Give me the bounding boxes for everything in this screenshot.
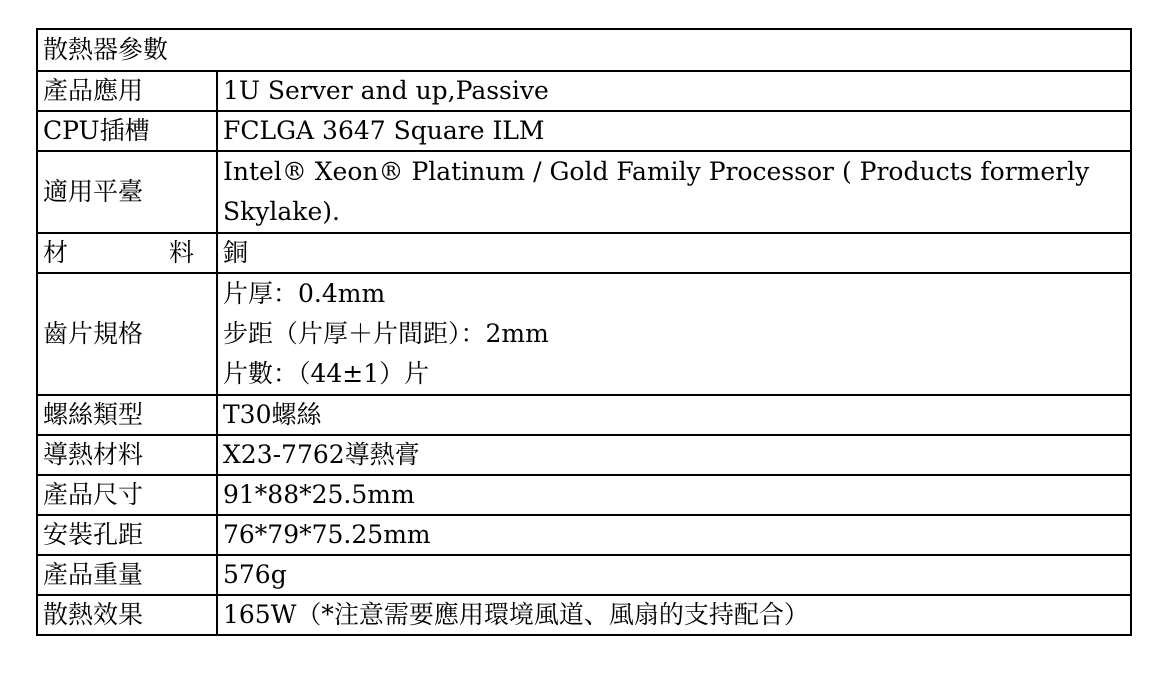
row-value: 1U Server and up,Passive xyxy=(217,71,1131,111)
row-value: 銅 xyxy=(217,233,1131,273)
row-value: 576g xyxy=(217,555,1131,595)
row-value: 165W（*注意需要應用環境風道、風扇的支持配合） xyxy=(217,595,1131,635)
row-value: Intel® Xeon® Platinum / Gold Family Processor ( Products formerly Skylake). xyxy=(217,151,1131,233)
row-value: 76*79*75.25mm xyxy=(217,515,1131,555)
table-row xyxy=(37,395,1131,435)
table-row xyxy=(37,515,1131,555)
table-title-row xyxy=(37,29,1131,71)
table-row xyxy=(37,555,1131,595)
label-spread xyxy=(43,234,216,272)
row-label: 安裝孔距 xyxy=(37,515,217,555)
row-label: 產品尺寸 xyxy=(37,475,217,515)
row-value: T30螺絲 xyxy=(217,395,1131,435)
row-label: 散熱效果 xyxy=(37,595,217,635)
row-value: FCLGA 3647 Square ILM xyxy=(217,111,1131,151)
row-label xyxy=(37,233,217,273)
row-label: 齒片規格 xyxy=(37,273,217,395)
table-row xyxy=(37,233,1131,273)
table-title: 散熱器參數 xyxy=(37,29,1131,71)
row-value: X23-7762導熱膏 xyxy=(217,435,1131,475)
row-label: CPU插槽 xyxy=(37,111,217,151)
table-row xyxy=(37,111,1131,151)
row-label: 螺絲類型 xyxy=(37,395,217,435)
row-label: 產品重量 xyxy=(37,555,217,595)
table-row xyxy=(37,71,1131,111)
row-label: 導熱材料 xyxy=(37,435,217,475)
table-row xyxy=(37,151,1131,233)
value-line: 步距（片厚＋片間距）：2mm xyxy=(223,319,549,348)
row-value: 91*88*25.5mm xyxy=(217,475,1131,515)
label-part: 料 xyxy=(168,238,194,267)
row-value xyxy=(217,273,1131,395)
row-label: 產品應用 xyxy=(37,71,217,111)
table-row xyxy=(37,475,1131,515)
value-line: 片厚：0.4mm xyxy=(223,279,386,308)
row-label: 適用平臺 xyxy=(37,151,217,233)
table-row xyxy=(37,435,1131,475)
table-row xyxy=(37,595,1131,635)
label-part: 材 xyxy=(43,238,69,267)
heatsink-spec-table xyxy=(36,28,1132,636)
table-row xyxy=(37,273,1131,395)
value-line: 片數：（44±1）片 xyxy=(223,359,430,388)
